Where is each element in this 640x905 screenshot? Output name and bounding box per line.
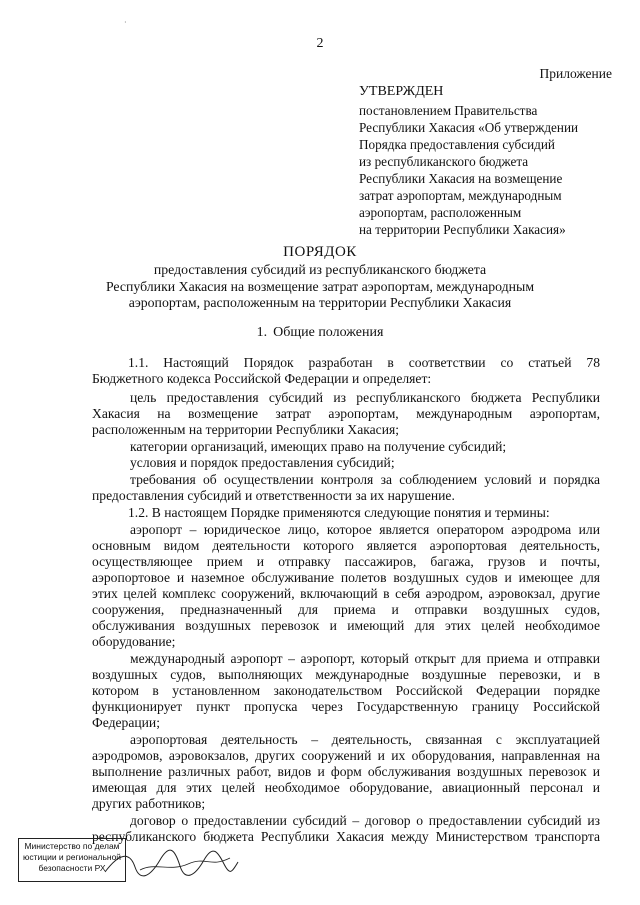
body-line: других работников; — [92, 796, 206, 811]
subtitle-line: Республики Хакасия на возмещение затрат аэропортам, международным — [105, 278, 535, 294]
approval-line: затрат аэропортам, международным — [359, 188, 562, 203]
body-line: расположенным на территории Республики Хакасия; — [92, 422, 399, 437]
subtitle-line: предоставления субсидий из республиканского бюджета — [153, 262, 487, 277]
body-line: аэропорт – юридическое лицо, которое является оператором аэродрома или — [130, 522, 600, 537]
body-line: цель предоставления субсидий из республиканского бюджета Республики — [130, 390, 600, 405]
body-line: имеющая для этих целей необходимое оборудование, авиационный персонал и — [92, 780, 600, 795]
scan-mark: · — [124, 18, 127, 27]
body-line: условия и порядок предоставления субсидий; — [130, 455, 395, 470]
approval-line: постановлением Правительства — [359, 103, 538, 118]
body-line: требования об осуществлении контроля за соблюдением условий и порядка — [130, 472, 600, 487]
approval-line: Республики Хакасия «Об утверждении — [359, 120, 579, 135]
stamp-line: Министерство по делам — [24, 841, 120, 851]
body-line: аэродромов, аэровокзалов, других сооружений и их оборудования, направленная на — [92, 748, 600, 763]
body-line: выполнение различных работ, видов и форм обслуживания воздушных перевозок и — [92, 764, 600, 779]
body-line: 1.1. Настоящий Порядок разработан в соответствии со статьей 78 — [128, 355, 600, 370]
body-line: Федерации; — [92, 715, 160, 730]
body-line: обслуживания воздушных перевозок и имеющий для этих целей необходимое — [92, 618, 600, 633]
section-heading — [0, 325, 640, 341]
approval-line: Республики Хакасия на возмещение — [359, 171, 563, 186]
approval-line: на территории Республики Хакасия» — [359, 222, 566, 237]
body-line: сооружения, предназначенный для приема и отправки воздушных судов, — [92, 602, 600, 617]
body-line: котором в установленном законодательством Российской Федерации порядке — [92, 683, 600, 698]
body-line: 1.2. В настоящем Порядке применяются следующие понятия и термины: — [128, 505, 550, 520]
approval-line: аэропортам, расположенным — [359, 205, 522, 220]
body-line: Хакасия на возмещение затрат аэропортам, международным аэропортам, — [92, 406, 600, 421]
stamp-line: безопасности РХ — [38, 863, 106, 873]
body-line: этих целей комплекс сооружений, включающий в себя аэродром, аэровокзал, другие — [92, 586, 600, 601]
approval-block — [359, 84, 629, 238]
stamp-line: юстиции и региональной — [22, 852, 122, 862]
body-line: аэропортовая деятельность – деятельность, связанная с эксплуатацией — [130, 732, 600, 747]
body-line: категории организаций, имеющих право на получение субсидий; — [130, 439, 507, 454]
handwritten-signature — [100, 842, 240, 882]
body-line: республиканского бюджета Республики Хакасия между Министерством транспорта — [92, 829, 600, 844]
body-line: предоставления субсидий и ответственности за их нарушение. — [92, 488, 455, 503]
approval-heading: УТВЕРЖДЕН — [359, 84, 444, 99]
body-line: функционирует пункт пропуска через Государственную границу Российской — [92, 699, 600, 714]
section-number: 1. — [256, 325, 268, 340]
appendix-label: Приложение — [539, 66, 612, 81]
body-line: оборудование; — [92, 634, 176, 649]
approval-line: из республиканского бюджета — [359, 154, 529, 169]
section-title: Общие положения — [273, 325, 384, 340]
body-line: осуществляющее прием и отправку пассажиров, багажа, грузов и почты, — [92, 554, 600, 569]
document-title: ПОРЯДОК — [283, 244, 357, 260]
body-line: Бюджетного кодекса Российской Федерации и определяет: — [92, 371, 432, 386]
body-line: воздушных судов, выполняющих международные воздушные перевозки, и в — [92, 667, 600, 682]
body-line: договор о предоставлении субсидий – договор о предоставлении субсидий из — [130, 813, 600, 828]
body-line: основным видом деятельности которого является аэропортовая деятельность, — [92, 538, 600, 553]
body-line: международный аэропорт – аэропорт, который открыт для приема и отправки — [130, 651, 600, 666]
body-line: аэропортовое и наземное обслуживание полетов воздушных судов и имеющее для — [92, 570, 600, 585]
subtitle-line: аэропортам, расположенным на территории Республики Хакасия — [128, 295, 512, 310]
approval-line: Порядка предоставления субсидий — [359, 137, 555, 152]
document-subtitle — [0, 262, 640, 312]
page-number: 2 — [316, 36, 324, 51]
